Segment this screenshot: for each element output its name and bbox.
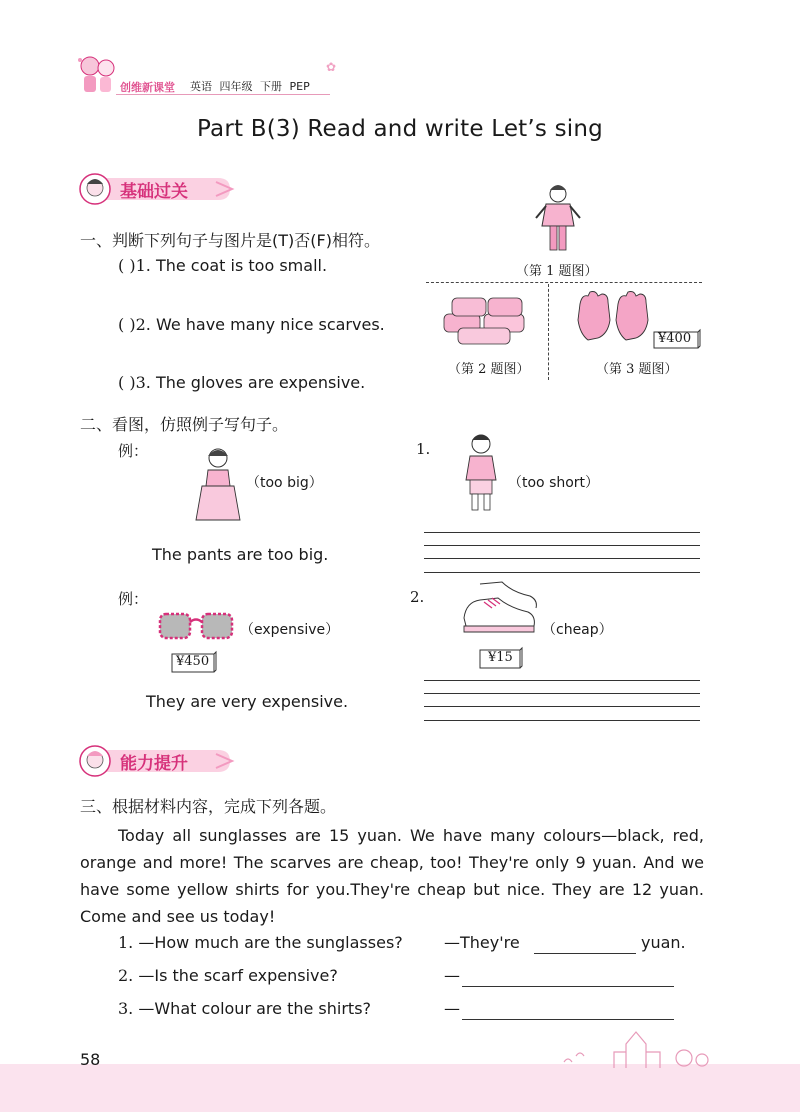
q1-answer-paren[interactable]: ( ): [118, 256, 136, 275]
section-badge-ability: [78, 744, 238, 778]
q3-question-1: [118, 933, 403, 952]
answer-blank[interactable]: [534, 953, 636, 954]
scarves-illustration: [438, 290, 534, 348]
q3-answer-1: [444, 933, 686, 952]
q2-example-answer-2: They are very expensive.: [146, 692, 349, 711]
q3-answer-prefix: —They're: [444, 933, 520, 952]
caption-figure-3: （第 3 题图）: [596, 362, 678, 377]
writing-line[interactable]: [424, 572, 700, 573]
q2-item-hint-2: （cheap）: [542, 622, 613, 638]
q3-answer-2: —: [444, 966, 460, 985]
q3-answer-3: —: [444, 999, 460, 1018]
q1-item-1: [118, 256, 327, 275]
header-rule: [116, 94, 330, 95]
q1-item-number: 1.: [135, 256, 151, 275]
page-title: Part B(3) Read and write Let’s sing: [197, 116, 603, 142]
footer-band: [0, 1064, 800, 1112]
price-value: ¥400: [658, 331, 692, 346]
q3-answer-suffix: yuan.: [641, 933, 686, 952]
section-label-ability: 能力提升: [120, 754, 188, 774]
section-label-basic: 基础过关: [120, 182, 188, 202]
page-number: 58: [80, 1050, 101, 1069]
big-pants-girl-illustration: [192, 446, 244, 524]
caption-figure-2: （第 2 题图）: [448, 362, 530, 377]
q1-item-3: [118, 373, 365, 392]
q1-heading: 一、判断下列句子与图片是(T)否(F)相符。: [80, 231, 380, 250]
q2-item-hint-1: （too short）: [508, 475, 600, 491]
q1-answer-paren[interactable]: ( ): [118, 373, 136, 392]
header-mascot-icon: [76, 52, 120, 98]
q3-question-text: —Is the scarf expensive?: [138, 966, 338, 985]
caption-figure-1: （第 1 题图）: [516, 264, 598, 279]
header-brand: 创维新课堂: [120, 81, 175, 94]
gloves-illustration: [572, 290, 658, 346]
short-pants-boy-illustration: [458, 432, 504, 516]
writing-line[interactable]: [424, 532, 700, 533]
writing-line[interactable]: [424, 680, 700, 681]
writing-line[interactable]: [424, 720, 700, 721]
section-badge-basic: [78, 172, 238, 206]
sneakers-illustration: [458, 578, 540, 640]
q3-question-number: 1.: [118, 933, 134, 952]
q1-item-2: [118, 315, 385, 334]
q1-item-text: The coat is too small.: [155, 256, 328, 275]
q2-example-hint-1: （too big）: [246, 475, 323, 491]
price-value: ¥15: [488, 650, 513, 665]
writing-line[interactable]: [424, 706, 700, 707]
q1-item-number: 3.: [135, 373, 151, 392]
q2-example-label-2: 例：: [118, 590, 149, 608]
sunglasses-illustration: [156, 608, 236, 644]
section-avatar-icon: [78, 172, 112, 206]
section-avatar-icon: [78, 744, 112, 778]
q1-answer-paren[interactable]: ( ): [118, 315, 136, 334]
q3-heading: 三、根据材料内容，完成下列各题。: [80, 797, 337, 816]
writing-line[interactable]: [424, 545, 700, 546]
q2-heading: 二、看图，仿照例子写句子。: [80, 415, 289, 434]
answer-blank[interactable]: [462, 986, 674, 987]
figure-divider-h: [426, 282, 702, 283]
answer-blank[interactable]: [462, 1019, 674, 1020]
q1-item-text: We have many nice scarves.: [155, 315, 385, 334]
q3-question-3: [118, 999, 371, 1018]
q3-question-number: 2.: [118, 966, 134, 985]
q2-example-answer-1: The pants are too big.: [152, 545, 329, 564]
q1-item-number: 2.: [135, 315, 151, 334]
q3-question-text: —How much are the sunglasses?: [138, 933, 403, 952]
writing-line[interactable]: [424, 558, 700, 559]
q3-passage: Today all sunglasses are 15 yuan. We have many colours—black, red, orange and more! The scarves are cheap, too! They're only 9 yuan. And we have some yellow shirts for you.They're cheap but nice. They are 12 yuan. Come and see us today!: [80, 826, 704, 926]
q2-item-number-1: 1.: [416, 440, 431, 458]
price-value: ¥450: [176, 654, 210, 669]
q2-example-label-1: 例：: [118, 442, 149, 460]
q1-item-text: The gloves are expensive.: [155, 373, 366, 392]
q2-item-number-2: 2.: [410, 588, 425, 606]
header-meta: 英语 四年级 下册 PEP: [190, 80, 310, 93]
coat-girl-illustration: [530, 182, 586, 260]
figure-divider-v: [548, 284, 549, 380]
q3-question-2: [118, 966, 338, 985]
q3-question-number: 3.: [118, 999, 134, 1018]
q3-question-text: —What colour are the shirts?: [138, 999, 372, 1018]
header-flower-icon: ✿: [326, 60, 337, 74]
castle-decoration-icon: [556, 1022, 726, 1070]
q2-example-hint-2: （expensive）: [240, 622, 340, 638]
writing-line[interactable]: [424, 693, 700, 694]
